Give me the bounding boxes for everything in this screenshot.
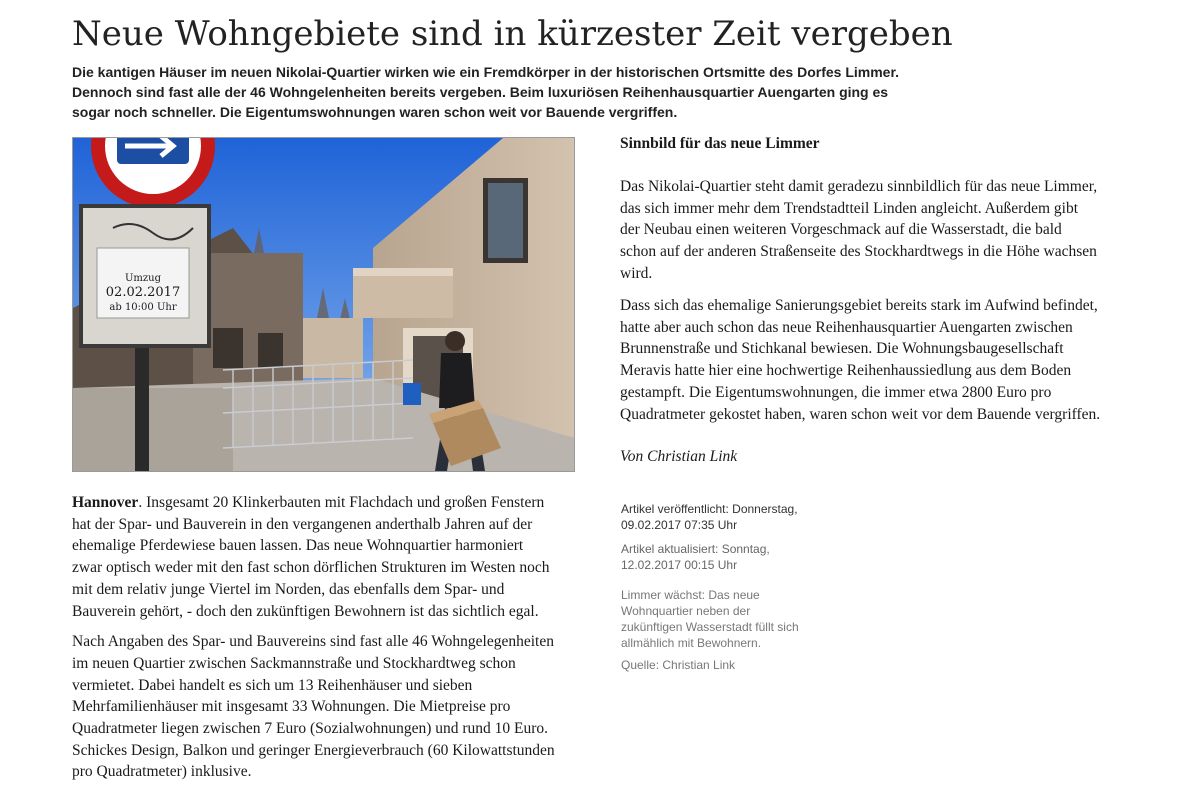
body-line: mit dem relativ junge Viertel im Norden, das ebenfalls dem Spar- und [72,580,505,598]
article-meta [621,501,821,673]
body-line: das sich immer mehr dem Trendstadtteil Linden angleicht. Außerdem gibt [620,199,1079,217]
body-line: Dass sich das ehemalige Sanierungsgebiet bereits stark im Aufwind befindet, [620,297,1098,314]
body-line: Brunnenstraße und Stichkanal bewiesen. Die Wohnungsbaugesellschaft [620,340,1064,358]
body-paragraph [620,295,1100,425]
photo-source: Quelle: Christian Link [621,658,736,672]
body-line: Meravis hatte hier eine hochwertige Reihenhaussiedlung aus dem Boden [620,362,1072,380]
article-photo[interactable] [72,137,575,472]
body-paragraph [620,176,1097,285]
article-body-right [620,133,1160,465]
published-date [621,501,821,533]
caption-line: Wohnquartier neben der [621,604,751,618]
meta-line: Artikel aktualisiert: Sonntag, [621,542,770,556]
author-byline: Von Christian Link [620,448,738,465]
body-line: schon auf der anderen Straßenseite des Stockhardtwegs in die Höhe wachsen [620,243,1097,261]
body-line: pro Quadratmeter) inklusive. [72,763,252,781]
body-line: wird. [620,264,653,282]
body-paragraph [72,492,592,622]
body-line: Quadratmeter gekostet haben, waren schon weit vor dem Bauende vergriffen. [620,405,1101,423]
article-body-left [72,492,592,792]
body-line: zwar optisch weder mit den fast schon dörflichen Strukturen im Westen noch [72,559,550,577]
meta-line: Artikel veröffentlicht: Donnerstag, [621,502,798,516]
body-line: Bauverein gehört, - doch den zukünftigen Bewohnern ist das sichtlich egal. [72,602,539,620]
sign-text-3: ab 10:00 Uhr [109,302,177,313]
sign-text-1: Umzug [124,273,162,284]
body-line: Das Nikolai-Quartier steht damit geradezu sinnbildlich für das neue Limmer, [620,178,1098,195]
lead-line: sogar noch schneller. Die Eigentumswohnungen waren schon weit vor Bauende vergriffen. [72,104,678,120]
lead-line: Die kantigen Häuser im neuen Nikolai-Quartier wirken wie ein Fremdkörper in der historischen Ortsmitte des Dorfes Limmer. [72,64,900,80]
photo-caption [621,587,821,651]
caption-line: allmählich mit Bewohnern. [621,636,762,650]
body-line: hatte aber auch schon das neue Reihenhausquartier Auengarten zwischen [620,318,1073,336]
sign-text-2: 02.02.2017 [105,285,181,300]
body-line: hat der Spar- und Bauverein in den vergangenen anderthalb Jahren auf der [72,515,533,533]
lead-line: Dennoch sind fast alle der 46 Wohngelenheiten bereits vergeben. Beim luxuriösen Reihenhausquartier Auengarten ging es [72,84,889,100]
article-headline: Neue Wohngebiete sind in kürzester Zeit vergeben [72,14,953,54]
photo-illustration [73,138,574,471]
article-lead [72,62,972,122]
body-line: im neuen Quartier zwischen Sackmannstraße und Stockhardtweg schon [72,654,516,672]
meta-line: 09.02.2017 07:35 Uhr [621,518,738,532]
body-paragraph [72,631,592,783]
body-line: gestampft. Die Eigentumswohnungen, die immer etwa 2800 Euro pro [620,383,1052,401]
body-line-text: . Insgesamt 20 Klinkerbauten mit Flachdach und großen Fenstern [138,494,545,511]
body-line: vermietet. Dabei handelt es sich um 13 Reihenhäuser und sieben [72,676,473,694]
body-line: Mehrfamilienhäuser mit insgesamt 33 Wohnungen. Die Mietpreise pro [72,698,511,716]
body-line: ehemalige Pferdewiese bauen lassen. Das neue Wohnquartier harmoniert [72,537,524,555]
updated-date [621,541,821,573]
body-line: Nach Angaben des Spar- und Bauvereins sind fast alle 46 Wohngelegenheiten [72,633,554,651]
meta-line: 12.02.2017 00:15 Uhr [621,558,738,572]
caption-line: Limmer wächst: Das neue [621,588,760,602]
body-line: Schickes Design, Balkon und geringer Energieverbrauch (60 Kilowattstunden [72,741,555,759]
dateline: Hannover [72,494,139,511]
body-line: der Neubau einen weiteren Vorgeschmack auf die Wasserstadt, die bald [620,221,1062,239]
body-line [72,492,592,514]
body-line: Quadratmeter liegen zwischen 7 Euro (Sozialwohnungen) und rund 10 Euro. [72,720,549,738]
caption-line: zukünftigen Wasserstadt füllt sich [621,620,799,634]
section-subheading: Sinnbild für das neue Limmer [620,135,820,152]
